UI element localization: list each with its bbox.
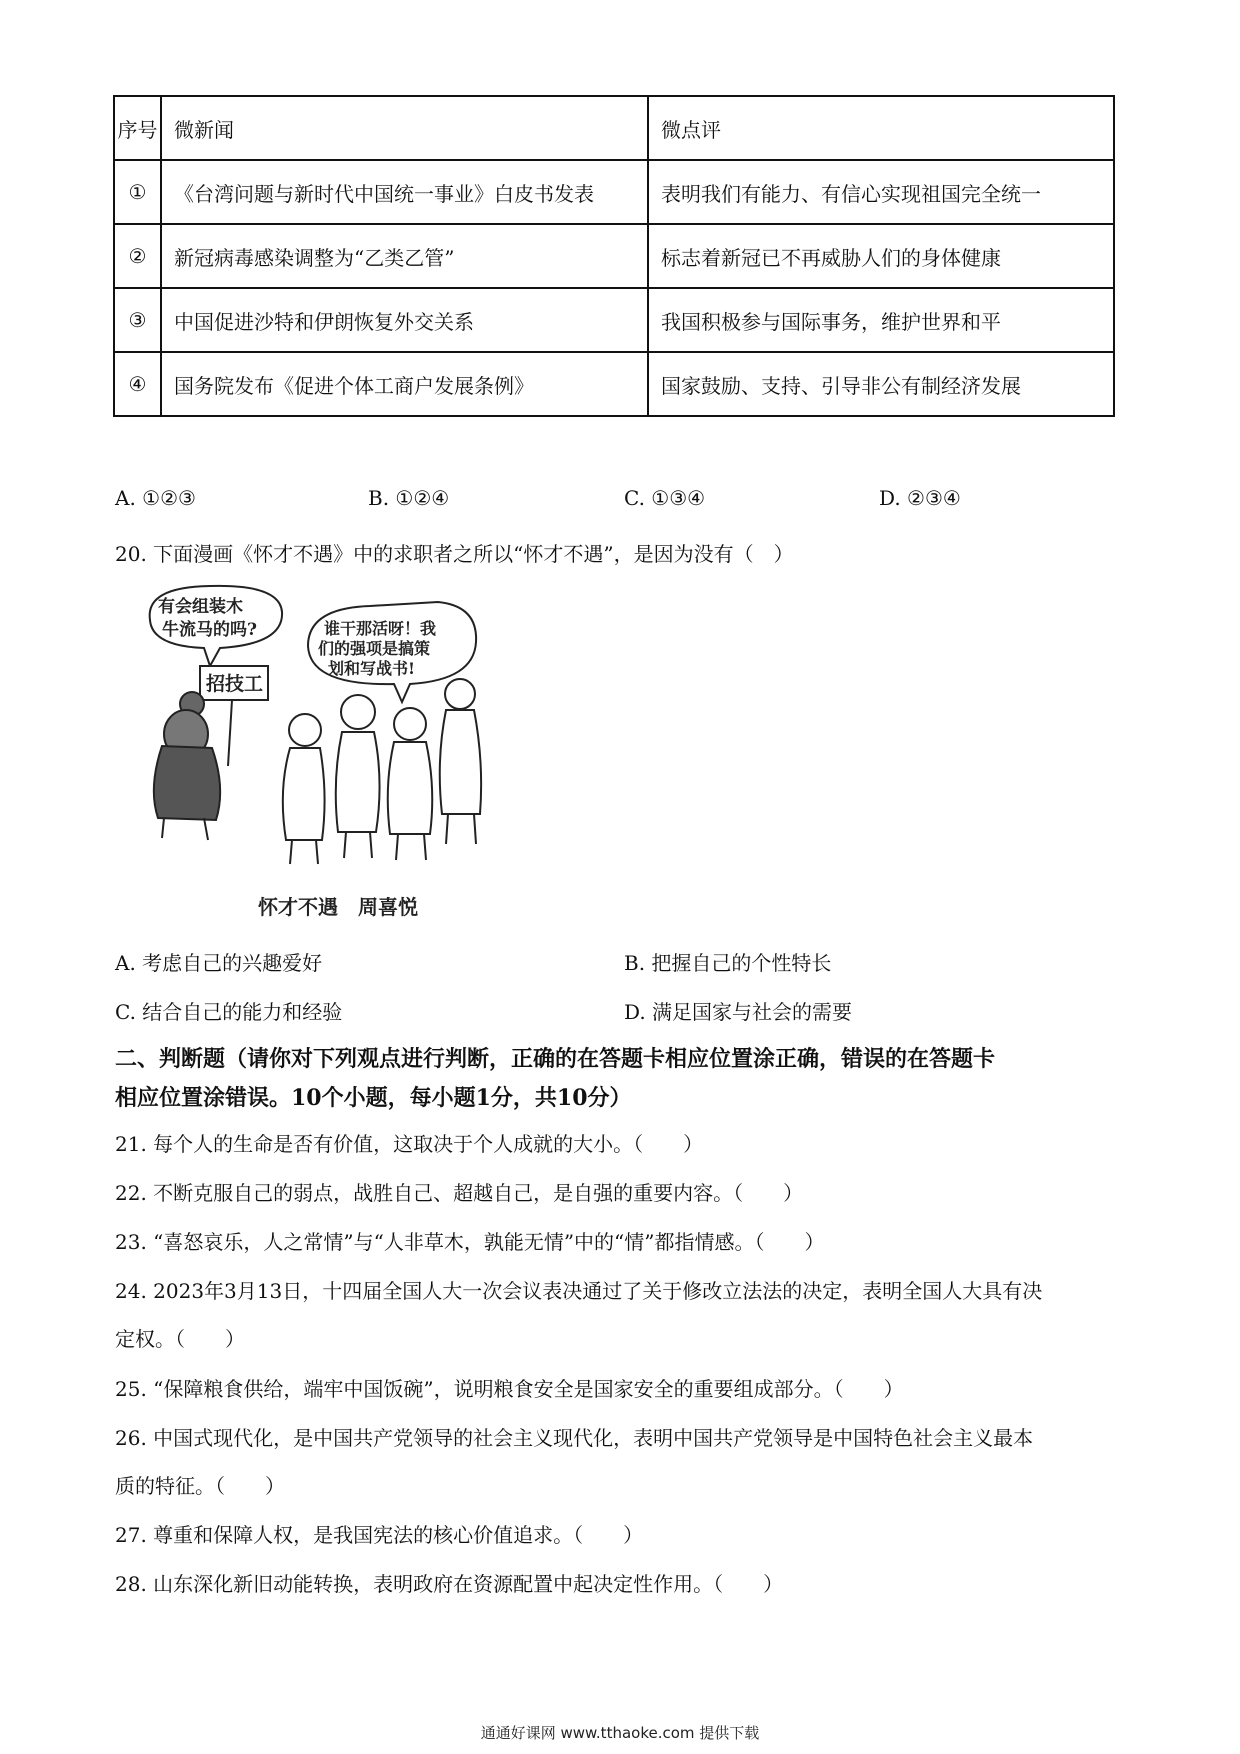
table-row (114, 224, 1114, 288)
option-c: C. ①③④ (624, 486, 706, 510)
job-seekers-figures (283, 679, 481, 864)
header-news: 微新闻 (161, 96, 648, 160)
row-comment: 国家鼓励、支持、引导非公有制经济发展 (648, 352, 1114, 416)
option-d: D. ②③④ (879, 486, 961, 510)
page-footer: 通通好课网 www.tthaoke.com 提供下载 (480, 1724, 760, 1742)
question-26-line1: 26. 中国式现代化，是中国共产党领导的社会主义现代化，表明中国共产党领导是中国特色社会主义最本 (115, 1426, 1034, 1450)
cartoon-image (140, 582, 530, 934)
question-28: 28. 山东深化新旧动能转换，表明政府在资源配置中起决定性作用。（ ） (115, 1572, 784, 1596)
question-23: 23. “喜怒哀乐，人之常情”与“人非草木，孰能无情”中的“情”都指情感。（ ） (115, 1230, 825, 1254)
question-25: 25. “保障粮食供给，端牢中国饭碗”，说明粮食安全是国家安全的重要组成部分。（ ） (115, 1377, 904, 1401)
row-news: 中国促进沙特和伊朗恢复外交关系 (161, 288, 648, 352)
bubble-left-text-2: 牛流马的吗? (162, 620, 257, 640)
sign-text: 招技工 (206, 673, 264, 695)
row-number: ④ (114, 352, 161, 416)
row-comment: 表明我们有能力、有信心实现祖国完全统一 (648, 160, 1114, 224)
header-number: 序号 (114, 96, 161, 160)
news-table (113, 95, 1115, 417)
table-row (114, 288, 1114, 352)
row-number: ③ (114, 288, 161, 352)
question-26-line2: 质的特征。（ ） (115, 1474, 285, 1498)
question-27: 27. 尊重和保障人权，是我国宪法的核心价值追求。（ ） (115, 1523, 644, 1547)
row-news: 国务院发布《促进个体工商户发展条例》 (161, 352, 648, 416)
row-comment: 标志着新冠已不再威胁人们的身体健康 (648, 224, 1114, 288)
q20-stem: 20. 下面漫画《怀才不遇》中的求职者之所以“怀才不遇”，是因为没有（ ） (115, 542, 794, 566)
row-news: 《台湾问题与新时代中国统一事业》白皮书发表 (161, 160, 648, 224)
question-22: 22. 不断克服自己的弱点，战胜自己、超越自己，是自强的重要内容。（ ） (115, 1181, 804, 1205)
question-24-line1: 24. 2023年3月13日，十四届全国人大一次会议表决通过了关于修改立法法的决定，表明全国人大具有决 (115, 1279, 1043, 1303)
row-number: ② (114, 224, 161, 288)
row-comment: 我国积极参与国际事务，维护世界和平 (648, 288, 1114, 352)
table-header-row (114, 96, 1114, 160)
bubble-left-text-1: 有会组装木 (158, 597, 243, 617)
question-24-line2: 定权。（ ） (115, 1327, 245, 1351)
question-21: 21. 每个人的生命是否有价值，这取决于个人成就的大小。（ ） (115, 1132, 704, 1156)
table-row (114, 160, 1114, 224)
q20-option-b: B. 把握自己的个性特长 (624, 951, 832, 975)
bubble-right-text-1: 谁干那活呀！我 (324, 619, 437, 638)
option-b: B. ①②④ (368, 486, 450, 510)
table-row (114, 352, 1114, 416)
header-comment: 微点评 (648, 96, 1114, 160)
q19-options (115, 486, 1115, 516)
option-a: A. ①②③ (115, 486, 196, 510)
row-number: ① (114, 160, 161, 224)
recruiter-figure (154, 692, 220, 840)
q20-option-a: A. 考虑自己的兴趣爱好 (115, 951, 323, 975)
q20-option-c: C. 结合自己的能力和经验 (115, 1000, 343, 1024)
section2-heading-line1: 二、判断题（请你对下列观点进行判断，正确的在答题卡相应位置涂正确，错误的在答题卡 (115, 1046, 996, 1072)
section2-heading-line2: 相应位置涂错误。10个小题，每小题1分，共10分） (115, 1085, 632, 1111)
bubble-right-text-2: 们的强项是搞策 (318, 639, 431, 658)
cartoon-caption: 怀才不遇 周喜悦 (258, 895, 418, 919)
bubble-right-text-3: 划和写战书! (328, 659, 416, 678)
row-news: 新冠病毒感染调整为“乙类乙管” (161, 224, 648, 288)
q20-option-d: D. 满足国家与社会的需要 (624, 1000, 853, 1024)
